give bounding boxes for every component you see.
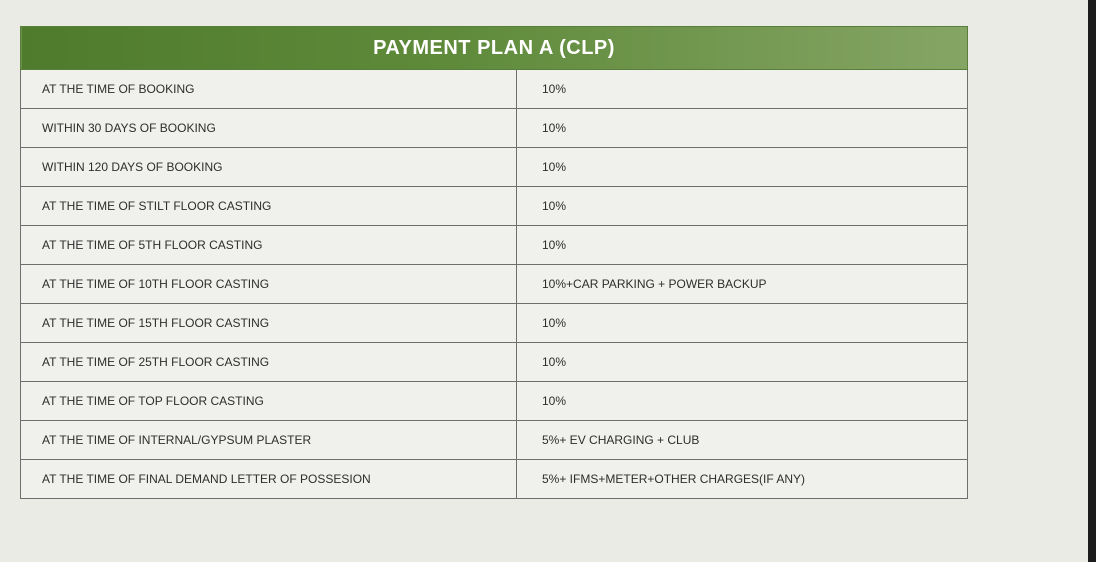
stage-cell: WITHIN 30 DAYS OF BOOKING — [21, 109, 517, 148]
stage-cell: AT THE TIME OF BOOKING — [21, 70, 517, 109]
window-edge-bar — [1088, 0, 1096, 562]
table-header-row — [21, 27, 968, 70]
table-row — [21, 460, 968, 499]
stage-cell: AT THE TIME OF 10TH FLOOR CASTING — [21, 265, 517, 304]
amount-cell: 10% — [517, 304, 968, 343]
stage-cell: AT THE TIME OF INTERNAL/GYPSUM PLASTER — [21, 421, 517, 460]
plan-title: PAYMENT PLAN A (CLP) — [21, 27, 968, 70]
table-row — [21, 265, 968, 304]
amount-cell: 10% — [517, 187, 968, 226]
stage-cell: AT THE TIME OF STILT FLOOR CASTING — [21, 187, 517, 226]
amount-cell: 10%+CAR PARKING + POWER BACKUP — [517, 265, 968, 304]
stage-cell: WITHIN 120 DAYS OF BOOKING — [21, 148, 517, 187]
amount-cell: 10% — [517, 109, 968, 148]
table-row — [21, 226, 968, 265]
stage-cell: AT THE TIME OF 15TH FLOOR CASTING — [21, 304, 517, 343]
table-row — [21, 148, 968, 187]
amount-cell: 5%+ IFMS+METER+OTHER CHARGES(IF ANY) — [517, 460, 968, 499]
stage-cell: AT THE TIME OF FINAL DEMAND LETTER OF POSSESION — [21, 460, 517, 499]
table-row — [21, 304, 968, 343]
amount-cell: 10% — [517, 70, 968, 109]
table-row — [21, 343, 968, 382]
stage-cell: AT THE TIME OF 25TH FLOOR CASTING — [21, 343, 517, 382]
amount-cell: 5%+ EV CHARGING + CLUB — [517, 421, 968, 460]
table-row — [21, 109, 968, 148]
stage-cell: AT THE TIME OF TOP FLOOR CASTING — [21, 382, 517, 421]
table-row — [21, 70, 968, 109]
amount-cell: 10% — [517, 382, 968, 421]
table-row — [21, 187, 968, 226]
table-row — [21, 382, 968, 421]
stage-cell: AT THE TIME OF 5TH FLOOR CASTING — [21, 226, 517, 265]
amount-cell: 10% — [517, 148, 968, 187]
amount-cell: 10% — [517, 343, 968, 382]
amount-cell: 10% — [517, 226, 968, 265]
table-row — [21, 421, 968, 460]
payment-plan-table — [20, 26, 968, 499]
